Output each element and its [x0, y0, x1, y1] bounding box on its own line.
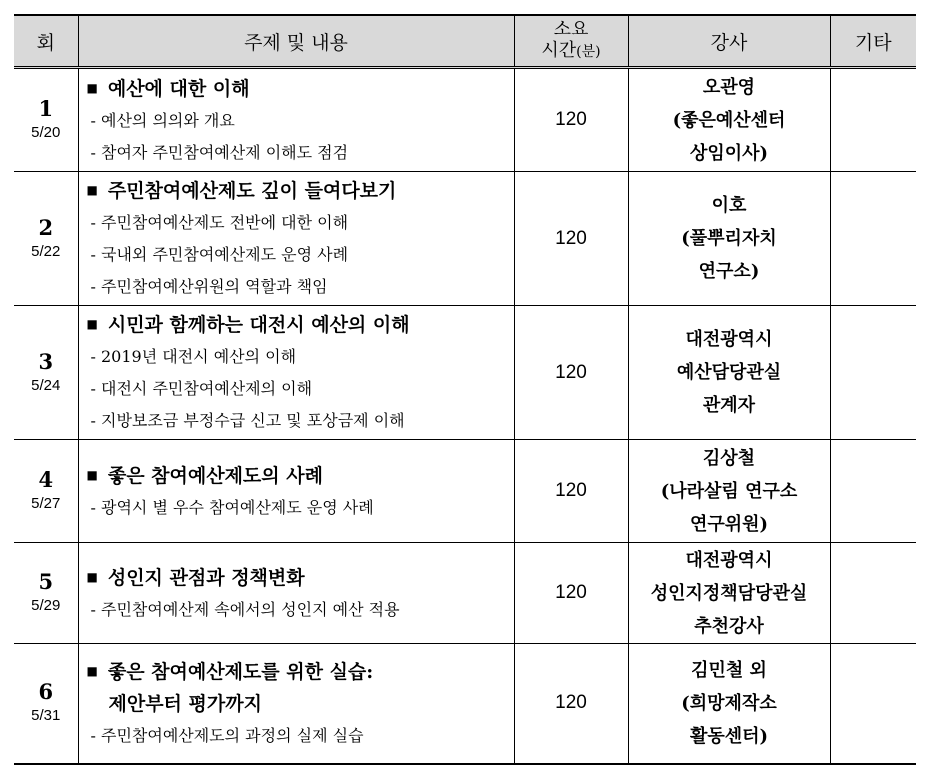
- session-date: 5/20: [31, 124, 61, 141]
- lecturer-line: 김민철 외: [691, 659, 767, 681]
- topic-title: 성인지 관점과 정책변화: [107, 566, 305, 589]
- other-cell: [830, 68, 916, 172]
- table-row: [14, 543, 916, 644]
- topic-cell: [78, 68, 514, 172]
- topic-item: - 예산의 의의와 개요: [90, 110, 235, 130]
- session-cell: [14, 172, 78, 306]
- lecturer-line: 관계자: [702, 395, 756, 416]
- session-date: 5/27: [31, 495, 61, 512]
- lecturer-line: (나라살림 연구소: [660, 480, 798, 502]
- lecturer-line: (희망제작소: [681, 692, 777, 714]
- header-lecturer: 강사: [628, 15, 830, 68]
- square-bullet-icon: ■: [86, 183, 98, 197]
- lecturer-line: (풀뿌리자치: [681, 228, 777, 249]
- lecturer-line: 대전광역시: [685, 329, 773, 350]
- session-number: 4: [38, 467, 54, 492]
- header-duration-line1: 소요: [553, 19, 589, 40]
- header-duration-unit: (분): [576, 44, 601, 60]
- duration-cell: 120: [514, 440, 628, 543]
- lecturer-cell: [628, 644, 830, 764]
- table-row: [14, 306, 916, 440]
- topic-item: - 주민참여예산제도 전반에 대한 이해: [90, 213, 349, 232]
- lecturer-line: 활동센터): [689, 725, 769, 747]
- session-number: 1: [38, 96, 54, 121]
- session-number: 2: [38, 214, 54, 240]
- lecturer-cell: [628, 68, 830, 172]
- other-cell: [830, 440, 916, 543]
- header-duration-line2: 시간: [541, 40, 577, 61]
- other-cell: [830, 644, 916, 764]
- table-row: [14, 68, 916, 172]
- square-bullet-icon: ■: [86, 569, 98, 584]
- topic-item: - 주민참여예산위원의 역할과 책임: [90, 277, 328, 296]
- session-date: 5/31: [31, 707, 61, 725]
- duration-cell: 120: [514, 306, 628, 440]
- duration-cell: 120: [514, 644, 628, 764]
- other-cell: [830, 543, 916, 644]
- topic-item: - 지방보조금 부정수급 신고 및 포상금제 이해: [90, 411, 405, 430]
- session-cell: [14, 440, 78, 543]
- topic-cell: [78, 306, 514, 440]
- lecturer-line: (좋은예산센터: [672, 109, 786, 131]
- lecturer-line: 연구위원): [689, 513, 769, 535]
- square-bullet-icon: ■: [86, 317, 98, 331]
- topic-item: - 국내외 주민참여예산제도 운영 사례: [90, 245, 349, 264]
- topic-item: - 대전시 주민참여예산제의 이해: [90, 379, 313, 398]
- table-row: [14, 440, 916, 543]
- lecturer-line: 김상철: [702, 447, 756, 469]
- topic-item: - 2019년 대전시 예산의 이해: [90, 347, 297, 366]
- header-topic: 주제 및 내용: [78, 15, 514, 68]
- table-header-row: [14, 15, 916, 68]
- topic-item: - 광역시 별 우수 참여예산제도 운영 사례: [90, 497, 374, 517]
- session-date: 5/22: [31, 242, 61, 260]
- topic-cell: [78, 644, 514, 764]
- topic-title: 주민참여예산제도 깊이 들여다보기: [107, 180, 397, 202]
- session-cell: [14, 68, 78, 172]
- session-number: 3: [38, 348, 54, 374]
- topic-title: 좋은 참여예산제도의 사례: [107, 464, 323, 487]
- duration-cell: 120: [514, 172, 628, 306]
- session-cell: [14, 543, 78, 644]
- lecturer-line: 성인지정책담당관실: [650, 582, 808, 604]
- topic-item: - 주민참여예산제도의 과정의 실제 실습: [90, 725, 364, 745]
- topic-title: 좋은 참여예산제도를 위한 실습:: [107, 660, 374, 683]
- other-cell: [830, 172, 916, 306]
- topic-item: - 참여자 주민참여예산제 이해도 점검: [90, 142, 349, 162]
- square-bullet-icon: ■: [86, 663, 98, 678]
- lecturer-line: 상임이사): [689, 142, 769, 164]
- session-date: 5/24: [31, 376, 61, 394]
- session-cell: [14, 644, 78, 764]
- lecturer-line: 오관영: [702, 76, 756, 98]
- session-number: 6: [38, 679, 54, 705]
- session-date: 5/29: [31, 597, 61, 614]
- lecturer-line: 예산담당관실: [676, 362, 782, 383]
- lecturer-line: 대전광역시: [685, 549, 773, 571]
- lecturer-line: 연구소): [698, 261, 760, 282]
- header-duration: [514, 15, 628, 68]
- session-cell: [14, 306, 78, 440]
- topic-item: - 주민참여예산제 속에서의 성인지 예산 적용: [90, 599, 400, 619]
- topic-cell: [78, 172, 514, 306]
- duration-cell: 120: [514, 543, 628, 644]
- lecturer-line: 이호: [711, 195, 747, 216]
- square-bullet-icon: ■: [86, 467, 98, 482]
- schedule-table: [14, 14, 916, 765]
- table-row: [14, 644, 916, 764]
- lecturer-cell: [628, 172, 830, 306]
- topic-title: 예산에 대한 이해: [107, 77, 250, 100]
- lecturer-cell: [628, 543, 830, 644]
- other-cell: [830, 306, 916, 440]
- topic-cell: [78, 440, 514, 543]
- topic-cell: [78, 543, 514, 644]
- header-other: 기타: [830, 15, 916, 68]
- lecturer-cell: [628, 440, 830, 543]
- session-number: 5: [38, 569, 54, 594]
- lecturer-line: 추천강사: [694, 615, 764, 637]
- lecturer-cell: [628, 306, 830, 440]
- table-row: [14, 172, 916, 306]
- header-session: 회: [14, 15, 78, 68]
- square-bullet-icon: ■: [86, 80, 98, 95]
- topic-title-continued: 제안부터 평가까지: [108, 692, 262, 715]
- duration-cell: 120: [514, 68, 628, 172]
- topic-title: 시민과 함께하는 대전시 예산의 이해: [107, 314, 410, 336]
